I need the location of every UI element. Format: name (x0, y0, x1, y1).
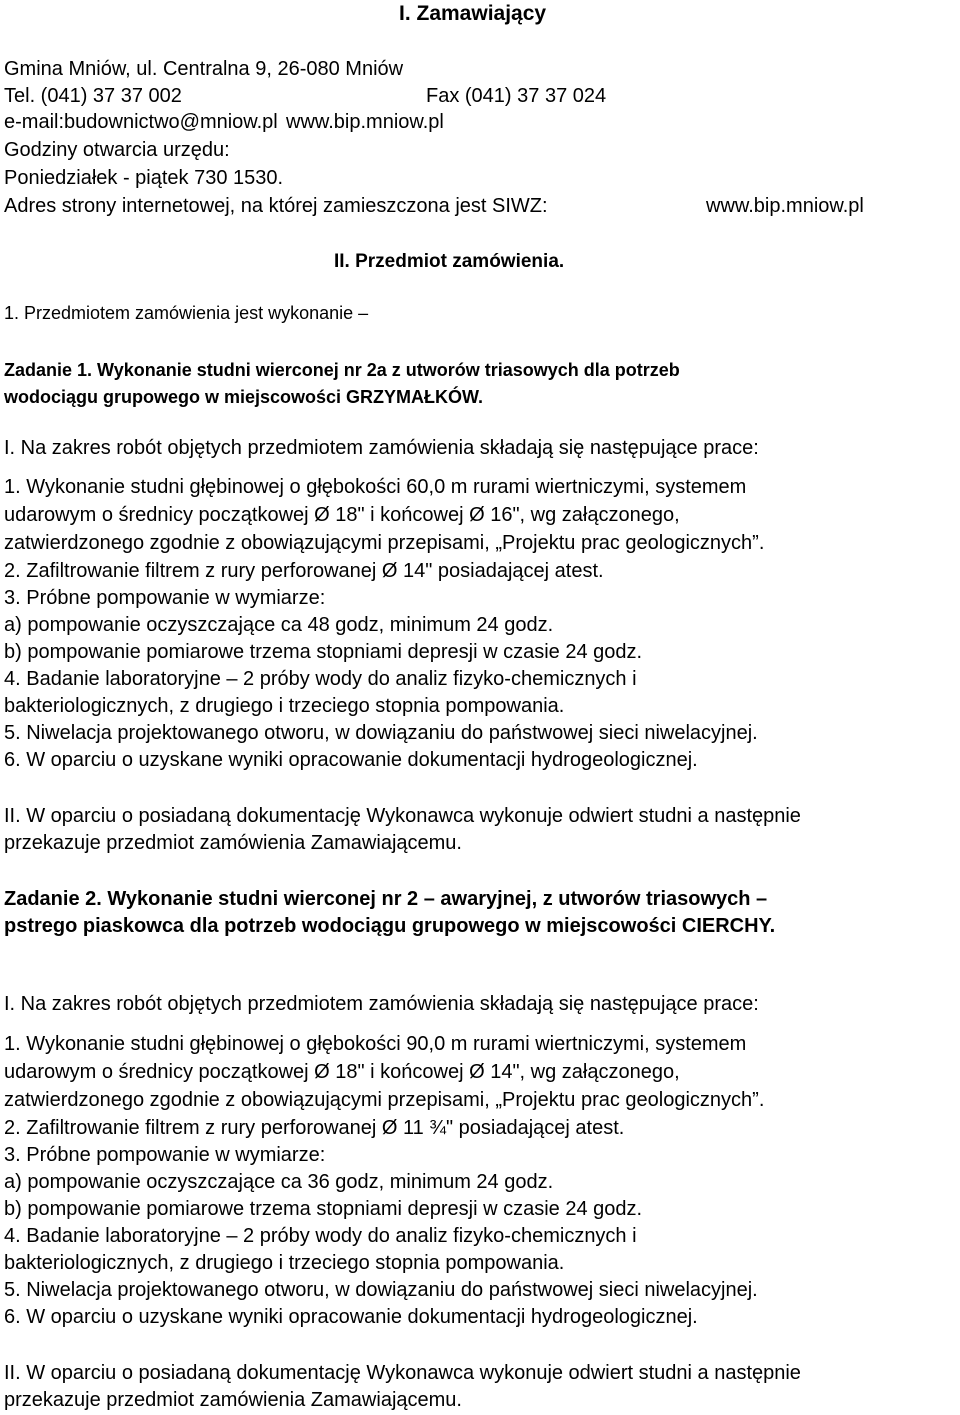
task1-scope: I. Na zakres robót objętych przedmiotem zamówienia składają się następujące prace: (4, 437, 759, 459)
task1-part2-line1: II. W oparciu o posiadaną dokumentację Wykonawca wykonuje odwiert studni a następnie (4, 805, 801, 827)
address-line: Gmina Mniów, ul. Centralna 9, 26-080 Mniów (4, 58, 404, 80)
task1-line-2: zatwierdzonego zgodnie z obowiązującymi przepisami, „Projektu prac geologicznych”. (4, 532, 765, 554)
hours-text: Poniedziałek - piątek 730 1530. (4, 167, 284, 189)
task1-line-9: 5. Niwelacja projektowanego otworu, w dowiązaniu do państwowej sieci niwelacyjnej. (4, 722, 758, 744)
task2-scope: I. Na zakres robót objętych przedmiotem zamówienia składają się następujące prace: (4, 993, 759, 1015)
section-heading-zamawiajacy: I. Zamawiający (399, 2, 547, 25)
task1-line-0: 1. Wykonanie studni głębinowej o głębokości 60,0 m rurami wiertniczymi, systemem (4, 476, 747, 498)
task2-line-10: 6. W oparciu o uzyskane wyniki opracowanie dokumentacji hydrogeologicznej. (4, 1306, 698, 1328)
task2-part2-line1: II. W oparciu o posiadaną dokumentację Wykonawca wykonuje odwiert studni a następnie (4, 1362, 801, 1384)
task1-line-3: 2. Zafiltrowanie filtrem z rury perforowanej Ø 14" posiadającej atest. (4, 560, 604, 582)
task2-line-8: bakteriologicznych, z drugiego i trzeciego stopnia pompowania. (4, 1252, 565, 1274)
tel-text: Tel. (041) 37 37 002 (4, 85, 182, 107)
task2-line-9: 5. Niwelacja projektowanego otworu, w dowiązaniu do państwowej sieci niwelacyjnej. (4, 1279, 758, 1301)
task1-title-text: Wykonanie studni wierconej nr 2a z utworów triasowych dla potrzeb (92, 360, 680, 380)
task1-line-5: a) pompowanie oczyszczające ca 48 godz, minimum 24 godz. (4, 614, 554, 636)
hours-label: Godziny otwarcia urzędu: (4, 139, 230, 161)
subject-intro: 1. Przedmiotem zamówienia jest wykonanie – (4, 303, 369, 323)
task2-title-text: Wykonanie studni wierconej nr 2 – awaryjnej, z utworów triasowych – (101, 888, 768, 910)
task2-title-line2: pstrego piaskowca dla potrzeb wodociągu grupowego w miejscowości CIERCHY. (4, 915, 776, 937)
phone-line (4, 84, 607, 108)
siwz-line (4, 194, 864, 218)
task1-line-10: 6. W oparciu o uzyskane wyniki opracowanie dokumentacji hydrogeologicznej. (4, 749, 698, 771)
task2-line-7: 4. Badanie laboratoryjne – 2 próby wody do analiz fizyko-chemicznych i (4, 1225, 637, 1247)
siwz-label: Adres strony internetowej, na której zamieszczona jest SIWZ: (4, 195, 548, 217)
task2-line-1: udarowym o średnicy początkowej Ø 18" i końcowej Ø 14", wg załączonego, (4, 1061, 680, 1083)
www-text: www.bip.mniow.pl (286, 111, 444, 133)
fax-text: Fax (041) 37 37 024 (426, 85, 607, 107)
task1-line-6: b) pompowanie pomiarowe trzema stopniami depresji w czasie 24 godz. (4, 641, 643, 663)
task1-line-7: 4. Badanie laboratoryjne – 2 próby wody do analiz fizyko-chemicznych i (4, 668, 637, 690)
task2-line-3: 2. Zafiltrowanie filtrem z rury perforowanej Ø 11 ¾" posiadającej atest. (4, 1117, 625, 1139)
task1-part2-line2: przekazuje przedmiot zamówienia Zamawiającemu. (4, 832, 462, 854)
task2-line-0: 1. Wykonanie studni głębinowej o głębokości 90,0 m rurami wiertniczymi, systemem (4, 1033, 747, 1055)
task1-line-8: bakteriologicznych, z drugiego i trzeciego stopnia pompowania. (4, 695, 565, 717)
task2-line-4: 3. Próbne pompowanie w wymiarze: (4, 1144, 326, 1166)
email-text: e-mail:budownictwo@mniow.pl (4, 111, 278, 133)
task1-title-line1 (4, 358, 680, 382)
section-heading-przedmiot: II. Przedmiot zamówienia. (334, 251, 565, 272)
task1-line-4: 3. Próbne pompowanie w wymiarze: (4, 587, 326, 609)
task1-line-1: udarowym o średnicy początkowej Ø 18" i końcowej Ø 16", wg załączonego, (4, 504, 680, 526)
task2-line-5: a) pompowanie oczyszczające ca 36 godz, minimum 24 godz. (4, 1171, 554, 1193)
task2-label: Zadanie 2. (4, 888, 102, 910)
task2-line-2: zatwierdzonego zgodnie z obowiązującymi przepisami, „Projektu prac geologicznych”. (4, 1089, 765, 1111)
task1-label: Zadanie 1. (4, 360, 93, 380)
task2-title-line1 (4, 887, 767, 911)
email-line (4, 110, 444, 134)
task1-title-line2: wodociągu grupowego w miejscowości GRZYMAŁKÓW. (4, 387, 484, 407)
siwz-url: www.bip.mniow.pl (706, 195, 864, 217)
task2-line-6: b) pompowanie pomiarowe trzema stopniami depresji w czasie 24 godz. (4, 1198, 643, 1220)
task2-part2-line2: przekazuje przedmiot zamówienia Zamawiającemu. (4, 1389, 462, 1411)
